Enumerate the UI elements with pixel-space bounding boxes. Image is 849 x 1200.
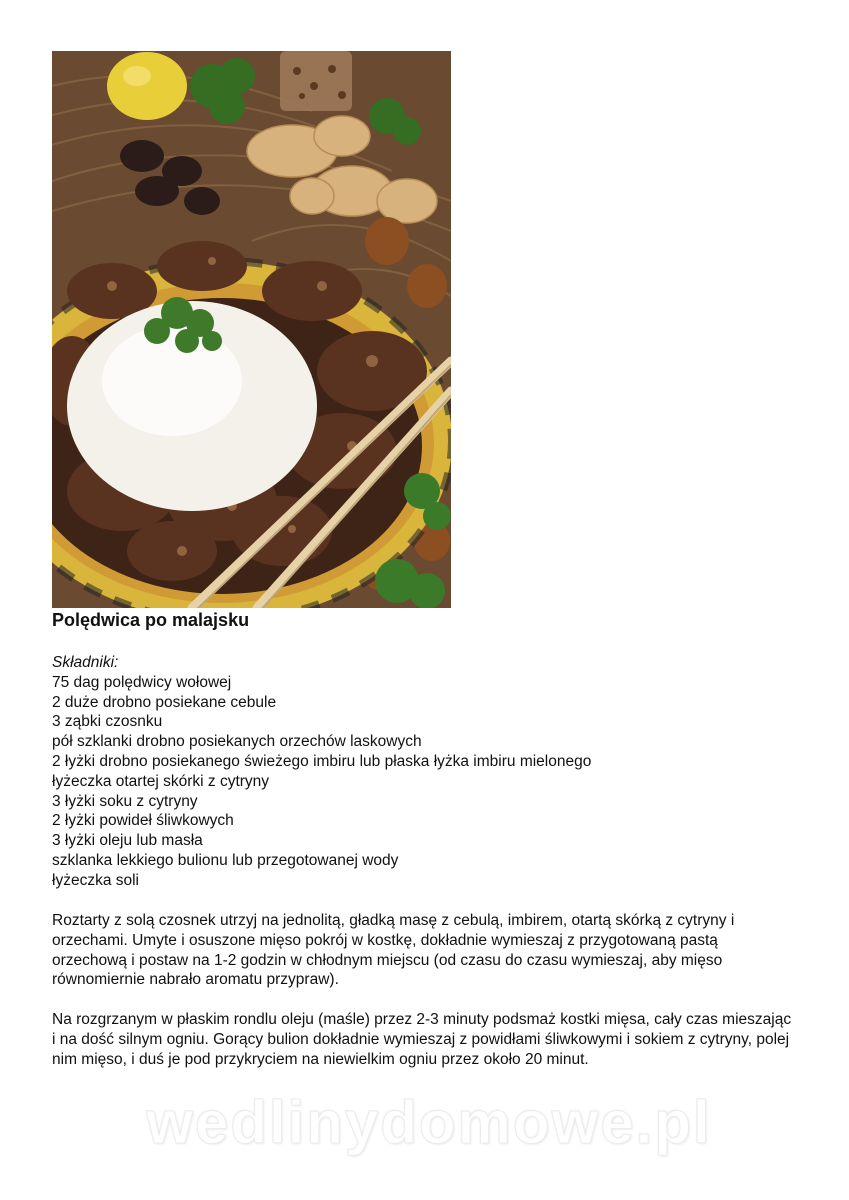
ingredient-item: pół szklanki drobno posiekanych orzechów laskowych [52, 733, 422, 751]
ingredient-item: łyżeczka soli [52, 871, 139, 889]
ingredient-item: 75 dag polędwicy wołowej [52, 673, 232, 691]
ingredient-item: 3 łyżki soku z cytryny [52, 792, 198, 810]
ingredient-item: 2 łyżki powideł śliwkowych [52, 812, 234, 830]
instruction-paragraph-1: Roztarty z solą czosnek utrzyj na jednolitą, gładką masę z cebulą, imbirem, otartą skórką z cytryny i orzechami. Umyte i osuszone mięso pokrój w kostkę, dokładnie wymieszaj z przygotowaną pastą orzechową i postaw na 1-2 godzin w chłodnym miejscu (od czasu do czasu wymieszaj, aby mięso równomiernie nabrało aromatu przypraw). [52, 912, 735, 989]
instruction-paragraph-2: Na rozgrzanym w płaskim rondlu oleju (maśle) przez 2-3 minuty podsmaż kostki mięsa, cały czas mieszając i na dość silnym ogniu. Gorący bulion dokładnie wymieszaj z powidłami śliwkowymi i sokiem z cytryny, polej nim mięso, i duś je pod przykryciem na niewielkim ogniu przez około 20 minut. [52, 1011, 792, 1068]
ingredients-label: Składniki: [52, 654, 119, 671]
ingredients-list [52, 673, 812, 891]
recipe-title: Polędwica po malajsku [52, 610, 250, 630]
ingredient-item: 3 łyżki oleju lub masła [52, 832, 203, 850]
ingredient-item: 3 ząbki czosnku [52, 713, 163, 731]
watermark: wedlinydomowe.pl [146, 1089, 712, 1156]
recipe-photo [52, 51, 451, 608]
ingredient-item: szklanka lekkiego bulionu lub przegotowanej wody [52, 851, 399, 869]
ingredient-item: łyżeczka otartej skórki z cytryny [52, 772, 270, 790]
ingredients-section [52, 653, 812, 891]
ingredient-item: 2 łyżki drobno posiekanego świeżego imbiru lub płaska łyżka imbiru mielonego [52, 752, 592, 770]
ingredient-item: 2 duże drobno posiekane cebule [52, 693, 277, 711]
